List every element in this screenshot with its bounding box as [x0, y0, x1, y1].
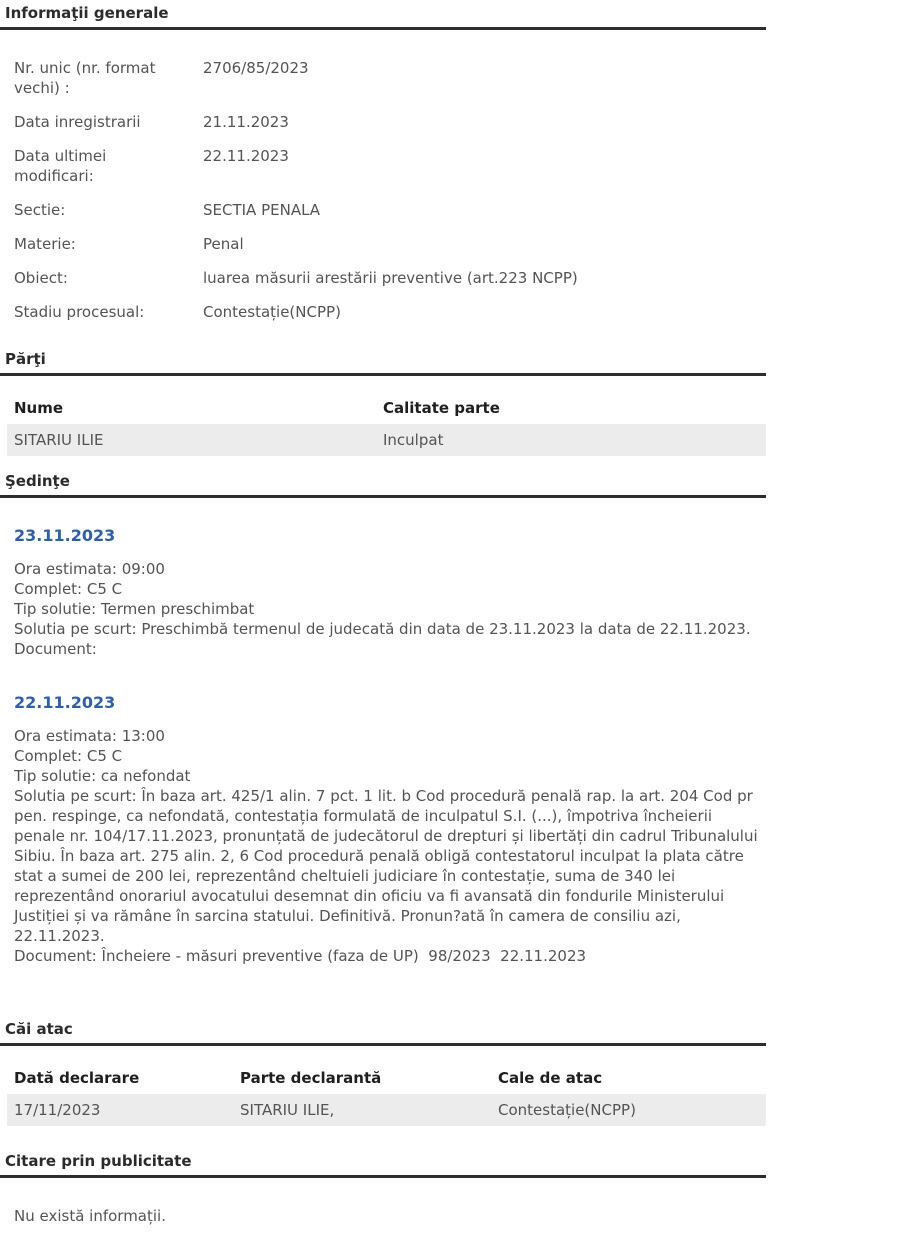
parties-header-nume: Nume: [14, 399, 64, 417]
hearing-document: Document: Încheiere - măsuri preventive (faza de UP) 98/2023 22.11.2023: [14, 947, 587, 965]
hearing-tip-solutie: Tip solutie: Termen preschimbat: [14, 600, 255, 618]
hearing-ora-estimata: Ora estimata: 13:00: [14, 727, 165, 745]
party-quality: Inculpat: [376, 424, 766, 456]
parties-header-row: [7, 398, 766, 424]
hearing-solutia-pe-scurt: Solutia pe scurt: În baza art. 425/1 alin. 7 pct. 1 lit. b Cod procedură penală rap. la art. 204 Cod pr pen. respinge, ca nefondată, contestația formulată de inculpatul S.I. (...), împotriva încheierii penale nr. 104/17.11.2023, pronunțată de judecătorul de drepturi și libertăți din cadrul Tribunalului Sibiu. În baza art. 275 alin. 2, 6 Cod procedură penală obligă contestatorul inculpat la plata către stat a sumei de 200 lei, reprezentând cheltuieli judiciare în contestație, suma de 340 lei reprezentând onorariul avocatului desemnat din oficiu va fi avansată din fondurile Ministerului Justiției și va rămâne în sarcina statului. Definitivă. Pronun?ată în camera de consiliu azi, 22.11.2023.: [14, 787, 763, 945]
info-value-data-modificari: 22.11.2023: [203, 147, 289, 165]
appeal-type: Contestație(NCPP): [491, 1094, 766, 1126]
hearing-details: [14, 559, 766, 659]
info-label-data-inregistrarii: Data inregistrarii: [14, 113, 141, 131]
appeal-date: 17/11/2023: [7, 1094, 233, 1126]
hearing-date-link[interactable]: 22.11.2023: [14, 693, 116, 712]
hearing-complet: Complet: C5 C: [14, 747, 123, 765]
hearing-tip-solutie: Tip solutie: ca nefondat: [14, 767, 191, 785]
table-row: [7, 424, 766, 456]
no-info-text: Nu există informații.: [14, 1207, 166, 1225]
general-info-list: [14, 58, 766, 322]
section-title-sedinte: Şedinţe: [0, 470, 766, 498]
section-title-parti: Părţi: [0, 348, 766, 376]
appeals-header-parte: Parte declarantă: [240, 1069, 382, 1087]
appeal-party: SITARIU ILIE,: [233, 1094, 491, 1126]
hearing-entry: [14, 693, 766, 966]
section-title-citare: Citare prin publicitate: [0, 1150, 766, 1178]
appeals-header-data: Dată declarare: [14, 1069, 140, 1087]
info-label-stadiu: Stadiu procesual:: [14, 303, 145, 321]
hearing-solutia-pe-scurt: Solutia pe scurt: Preschimbă termenul de judecată din data de 23.11.2023 la data de 22.11.2023.: [14, 620, 751, 638]
hearing-complet: Complet: C5 C: [14, 580, 123, 598]
info-label-data-modificari: Data ultimei modificari:: [14, 147, 107, 185]
table-row: [7, 1094, 766, 1126]
info-value-obiect: luarea măsurii arestării preventive (art.223 NCPP): [203, 269, 578, 287]
hearings-list: [14, 526, 766, 966]
info-value-stadiu: Contestație(NCPP): [203, 303, 341, 321]
info-label-sectie: Sectie:: [14, 201, 66, 219]
info-value-materie: Penal: [203, 235, 244, 253]
appeals-header-cale: Cale de atac: [498, 1069, 603, 1087]
info-value-data-inregistrarii: 21.11.2023: [203, 113, 289, 131]
hearing-details: [14, 726, 766, 966]
info-label-nr-unic: Nr. unic (nr. format vechi) :: [14, 59, 156, 97]
section-title-cai-atac: Căi atac: [0, 1018, 766, 1046]
hearing-date-link[interactable]: 23.11.2023: [14, 526, 116, 545]
hearing-document: Document:: [14, 640, 97, 658]
info-value-nr-unic: 2706/85/2023: [203, 59, 309, 77]
section-title-informatii-generale: Informaţii generale: [0, 2, 766, 30]
hearing-ora-estimata: Ora estimata: 09:00: [14, 560, 165, 578]
party-name: SITARIU ILIE: [7, 424, 376, 456]
parties-table: [7, 398, 766, 456]
appeals-header-row: [7, 1068, 766, 1094]
info-label-obiect: Obiect:: [14, 269, 68, 287]
parties-header-calitate: Calitate parte: [383, 399, 500, 417]
info-label-materie: Materie:: [14, 235, 76, 253]
appeals-table: [7, 1068, 766, 1126]
info-value-sectie: SECTIA PENALA: [203, 201, 321, 219]
hearing-entry: [14, 526, 766, 659]
section-spacer: [0, 966, 922, 1018]
